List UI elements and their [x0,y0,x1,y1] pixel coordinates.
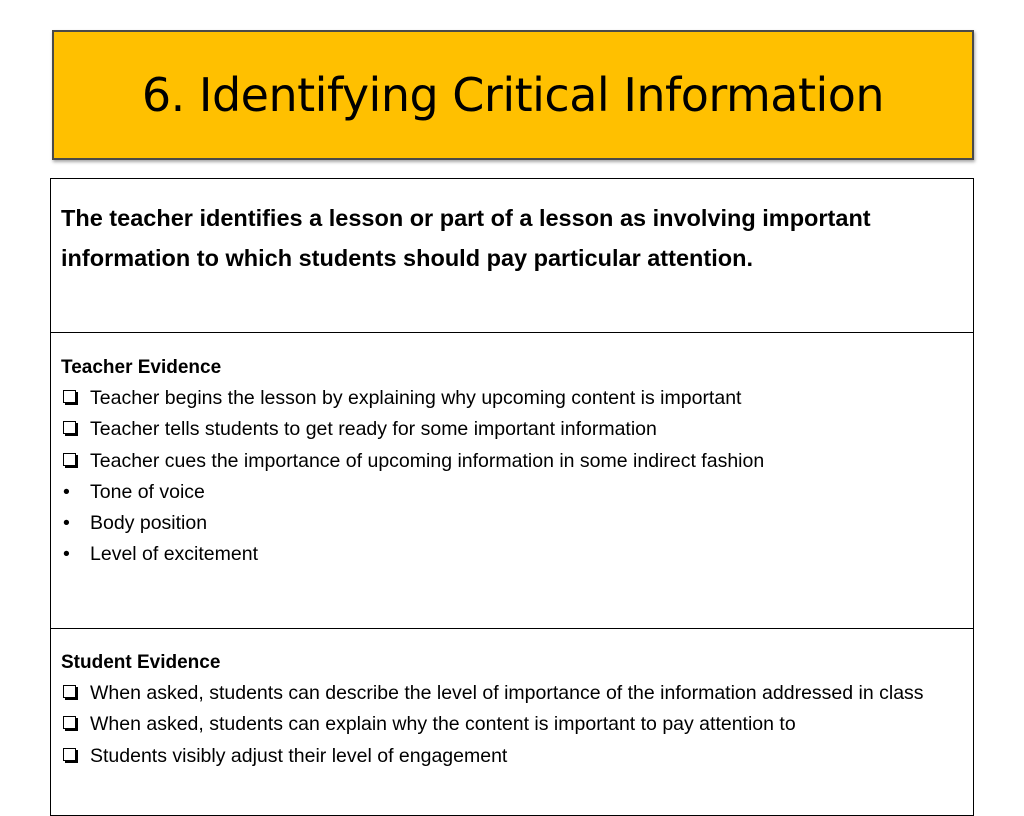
definition-cell [51,179,974,333]
list-item-text: Students visibly adjust their level of engagement [90,744,508,767]
definition-text: The teacher identifies a lesson or part of a lesson as involving important information to which students should pay particular attention. [61,205,871,271]
teacher-evidence-row [51,333,974,629]
checkbox-icon [63,716,76,729]
bullet-icon: • [63,512,70,535]
list-item [61,446,963,477]
list-item-text: Teacher cues the importance of upcoming information in some indirect fashion [90,449,765,472]
list-item [61,741,963,772]
list-item-text: Tone of voice [90,480,205,503]
checkbox-icon [63,421,76,434]
list-item-text: Level of excitement [90,543,259,566]
list-item-text: Teacher tells students to get ready for some important information [90,418,657,441]
definition-row [51,179,974,333]
list-item-text: When asked, students can explain why the content is important to pay attention to [90,713,796,736]
bullet-icon: • [63,543,70,566]
list-item [61,414,963,445]
student-evidence-row [51,629,974,816]
checkbox-icon [63,685,76,698]
list-item-text: Teacher begins the lesson by explaining why upcoming content is important [90,387,742,409]
evidence-table [50,178,974,816]
page-title: 6. Identifying Critical Information [141,68,885,122]
checkbox-icon [63,748,76,761]
list-item [61,383,963,414]
list-item [61,678,963,709]
teacher-evidence-heading: Teacher Evidence [61,357,222,378]
list-item [61,709,963,740]
checkbox-icon [63,390,76,403]
checkbox-icon [63,453,76,466]
list-item-text: Body position [90,512,208,535]
list-item [61,508,963,539]
student-evidence-cell [51,629,974,816]
list-item [61,477,963,508]
student-evidence-heading: Student Evidence [61,652,221,673]
title-banner [52,30,974,160]
list-item [61,539,963,570]
bullet-icon: • [63,480,70,503]
list-item-text: When asked, students can describe the level of importance of the information addressed in class [90,682,924,704]
teacher-evidence-cell [51,333,974,629]
